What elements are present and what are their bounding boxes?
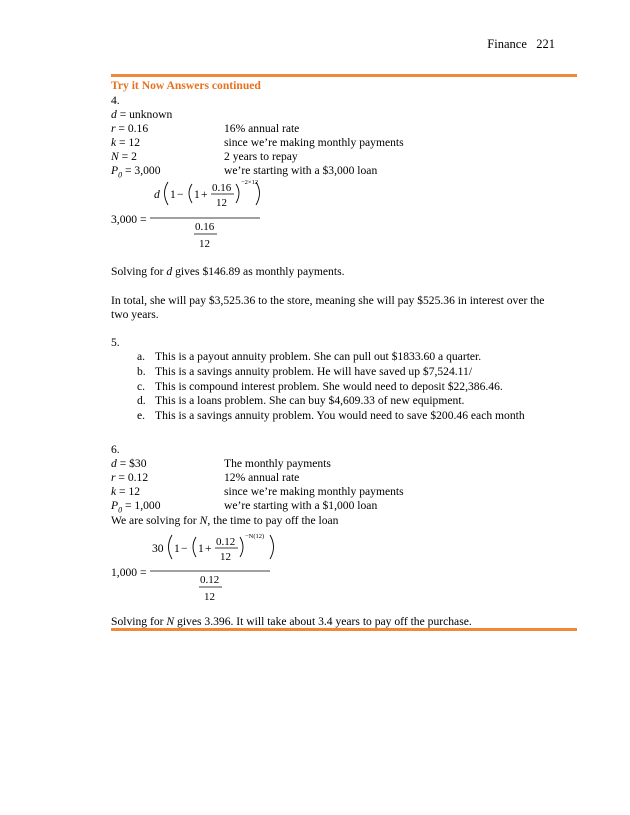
eq4-k: 12 xyxy=(216,197,227,209)
variable-symbol: d xyxy=(111,457,117,470)
solution-4-pre: Solving for xyxy=(111,265,167,278)
variable-symbol: P xyxy=(111,499,119,512)
solving-6-pre: We are solving for xyxy=(111,514,200,527)
variable-symbol: P xyxy=(111,164,119,177)
list-item: This is a savings annuity problem. You would need to save $200.46 each month xyxy=(155,409,525,423)
variable-description: 16% annual rate xyxy=(224,122,300,135)
eq6-coef: 30 xyxy=(152,542,164,555)
header-section: Finance xyxy=(487,37,527,51)
variable-value: = unknown xyxy=(116,108,173,121)
variable-value: = 12 xyxy=(116,485,141,498)
solving-6-var: N xyxy=(199,514,208,527)
solution-6-var: N xyxy=(166,615,175,628)
list-item: This is compound interest problem. She would need to deposit $22,386.46. xyxy=(155,379,503,393)
eq4-den-rate: 0.16 xyxy=(195,221,215,233)
variable-value: = 0.16 xyxy=(115,122,149,135)
eq6-k: 12 xyxy=(220,551,231,563)
eq6-exponent: −N(12) xyxy=(245,533,265,540)
variable-row xyxy=(111,136,140,150)
list-item-marker: c. xyxy=(137,379,146,393)
list-item: This is a loans problem. She can buy $4,609.33 of new equipment. xyxy=(155,394,465,408)
list-item: This is a savings annuity problem. He will have saved up $7,524.11/ xyxy=(155,364,473,378)
eq4-one: 1 xyxy=(170,188,176,201)
variable-subscript: 0 xyxy=(118,170,123,180)
section-title: Try it Now Answers continued xyxy=(111,79,261,92)
solution-4-var: d xyxy=(166,265,173,278)
problem-6-solving-for xyxy=(111,514,338,528)
eq6-lhs: 1,000 = xyxy=(111,566,147,579)
eq6-one2: 1 xyxy=(198,542,204,555)
list-item-marker: a. xyxy=(137,350,146,363)
variable-row xyxy=(111,485,140,499)
variable-row xyxy=(111,122,148,136)
variable-symbol: r xyxy=(111,122,116,135)
variable-description: 2 years to repay xyxy=(224,150,298,163)
eq4-one2: 1 xyxy=(194,188,200,201)
variable-row xyxy=(111,471,148,485)
variable-row xyxy=(111,457,147,471)
variable-symbol: k xyxy=(111,136,117,149)
variable-symbol: k xyxy=(111,485,117,498)
problem-6-number: 6. xyxy=(111,443,120,456)
eq6-den-rate: 0.12 xyxy=(200,574,220,586)
list-item: This is a payout annuity problem. She can pull out $1833.60 a quarter. xyxy=(155,350,482,363)
variable-symbol: N xyxy=(111,150,119,163)
variable-value: = 2 xyxy=(118,150,137,163)
eq6-rate: 0.12 xyxy=(216,536,236,548)
eq6-one: 1 xyxy=(174,542,180,555)
page-number: 221 xyxy=(536,37,555,51)
variable-value: = $30 xyxy=(116,457,147,470)
list-item-marker: b. xyxy=(137,364,146,378)
variable-symbol: r xyxy=(111,471,116,484)
problem-4-total-line1: In total, she will pay $3,525.36 to the store, meaning she will pay $525.36 in interest over the xyxy=(111,294,545,307)
problem-4-number: 4. xyxy=(111,94,120,107)
variable-value: = 0.12 xyxy=(115,471,149,484)
eq6-plus: + xyxy=(205,542,212,555)
solution-6-post: gives 3.396. It will take about 3.4 years to pay off the purchase. xyxy=(174,615,472,628)
list-item-marker: d. xyxy=(137,394,146,408)
eq4-plus: + xyxy=(201,188,208,201)
variable-description: since we’re making monthly payments xyxy=(224,485,404,498)
variable-value: = 1,000 xyxy=(122,499,161,512)
variable-value: = 3,000 xyxy=(122,164,161,177)
variable-description: we’re starting with a $3,000 loan xyxy=(224,164,378,177)
eq4-coef: d xyxy=(154,188,160,201)
variable-subscript: 0 xyxy=(118,505,123,515)
list-item-marker: e. xyxy=(137,409,146,423)
solution-4-post: gives $146.89 as monthly payments. xyxy=(172,265,345,278)
variable-description: since we’re making monthly payments xyxy=(224,136,404,149)
eq4-rate: 0.16 xyxy=(212,182,232,194)
eq4-den-k: 12 xyxy=(199,238,210,250)
variable-symbol: d xyxy=(111,108,117,121)
problem-5-number: 5. xyxy=(111,336,120,349)
variable-description: 12% annual rate xyxy=(224,471,300,484)
top-rule xyxy=(111,74,577,77)
problem-4-solution xyxy=(111,265,345,279)
variable-value: = 12 xyxy=(116,136,141,149)
eq6-den-k: 12 xyxy=(204,591,215,603)
eq4-exponent: −2×12 xyxy=(241,179,259,186)
eq4-lhs: 3,000 = xyxy=(111,213,147,226)
variable-description: we’re starting with a $1,000 loan xyxy=(224,499,378,512)
problem-6-solution xyxy=(111,615,472,629)
variable-row xyxy=(111,150,137,164)
eq6-minus: − xyxy=(181,542,188,555)
bottom-rule xyxy=(111,628,577,631)
eq4-minus: − xyxy=(177,188,184,201)
variable-row xyxy=(111,108,172,122)
problem-4-total-line2: two years. xyxy=(111,308,159,321)
solution-6-pre: Solving for xyxy=(111,615,167,628)
variable-description: The monthly payments xyxy=(224,457,331,470)
page-header xyxy=(487,37,555,52)
solving-6-post: , the time to pay off the loan xyxy=(207,514,339,527)
